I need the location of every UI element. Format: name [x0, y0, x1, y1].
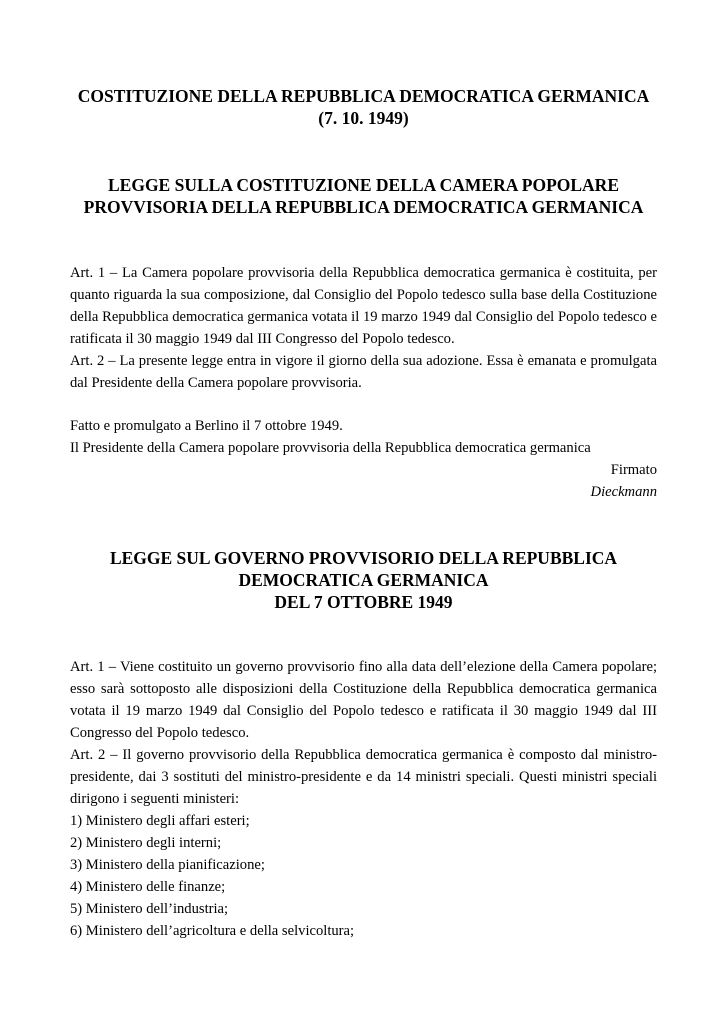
ministry-list-item: 6) Ministero dell’agricoltura e della selvicoltura; [70, 923, 355, 939]
ministry-list-item: 5) Ministero dell’industria; [70, 901, 229, 917]
law2-art2-line: Art. 2 – Il governo provvisorio della Repubblica democratica germanica è composto dal ministro- [70, 747, 657, 763]
law1-art2-line: dal Presidente della Camera popolare provvisoria. [70, 375, 362, 391]
law1-signed: Firmato [610, 462, 657, 478]
document-title-line-2: (7. 10. 1949) [318, 108, 409, 128]
law2-art1-line: Congresso del Popolo tedesco. [70, 725, 250, 741]
law1-done-at: Fatto e promulgato a Berlino il 7 ottobre 1949. [70, 418, 343, 434]
ministry-list-item: 3) Ministero della pianificazione; [70, 857, 265, 873]
law1-heading-line-2: PROVVISORIA DELLA REPUBBLICA DEMOCRATICA GERMANICA [83, 197, 644, 217]
law1-art1-line: della Repubblica democratica germanica votata il 19 marzo 1949 dal Consiglio del Popolo tedesco e [70, 309, 657, 325]
law1-art1-line: Art. 1 – La Camera popolare provvisoria della Repubblica democratica germanica è costituita, per [70, 265, 657, 281]
law1-art2-line: Art. 2 – La presente legge entra in vigore il giorno della sua adozione. Essa è emanata e promulgata [70, 353, 657, 369]
law2-art2-line: presidente, dai 3 sostituti del ministro-presidente e da 14 ministri speciali. Questi ministri speciali [70, 769, 657, 785]
law1-president: Il Presidente della Camera popolare provvisoria della Repubblica democratica germanica [70, 440, 591, 456]
law2-art2-line: dirigono i seguenti ministeri: [70, 791, 240, 807]
law2-heading-line-3: DEL 7 OTTOBRE 1949 [274, 592, 453, 612]
law1-heading-line-1: LEGGE SULLA COSTITUZIONE DELLA CAMERA POPOLARE [107, 175, 619, 195]
law2-art1-line: Art. 1 – Viene costituito un governo provvisorio fino alla data dell’elezione della Camera popolare; [70, 659, 657, 675]
law1-art1-line: quanto riguarda la sua composizione, dal Consiglio del Popolo tedesco sulla base della Costituzione [70, 287, 657, 303]
law2-art1-line: esso sarà sottoposto alle disposizioni della Costituzione della Repubblica democratica germanica [70, 681, 657, 697]
document-title-line-1: COSTITUZIONE DELLA REPUBBLICA DEMOCRATICA GERMANICA [77, 86, 650, 106]
law1-art1-line: ratificata il 30 maggio 1949 dal III Congresso del Popolo tedesco. [70, 331, 455, 347]
ministry-list-item: 4) Ministero delle finanze; [70, 879, 226, 895]
ministry-list-item: 1) Ministero degli affari esteri; [70, 813, 250, 829]
law2-heading-line-1: LEGGE SUL GOVERNO PROVVISORIO DELLA REPUBBLICA [109, 548, 618, 568]
law2-heading-line-2: DEMOCRATICA GERMANICA [238, 570, 489, 590]
ministry-list-item: 2) Ministero degli interni; [70, 835, 222, 851]
law1-signatory: Dieckmann [590, 484, 657, 500]
law2-art1-line: votata il 19 marzo 1949 dal Consiglio del Popolo tedesco e ratificata il 30 maggio 1949 dal III [70, 703, 657, 719]
